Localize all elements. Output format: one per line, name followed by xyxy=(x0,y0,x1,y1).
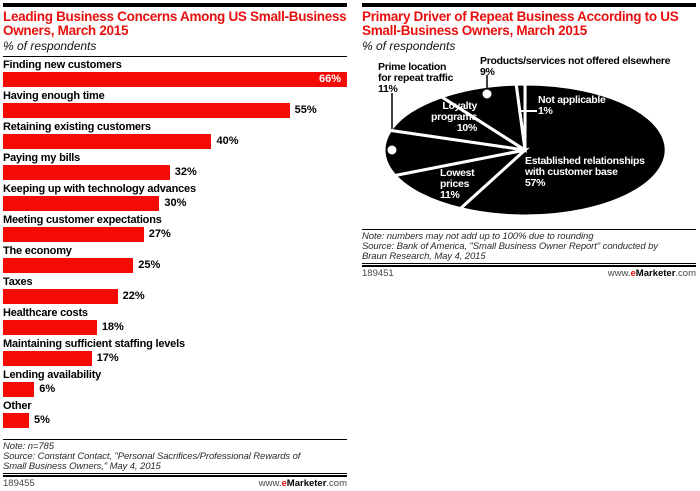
bar-row xyxy=(3,90,347,118)
brand-name: Marketer xyxy=(286,478,327,490)
pie-label-not-applicable-value: 1% xyxy=(538,105,553,117)
bar-value-label: 17% xyxy=(96,352,119,364)
left-chart-subtitle: % of respondents xyxy=(3,39,97,53)
bar-value-label: 6% xyxy=(39,383,56,395)
brand-e: e xyxy=(630,268,636,280)
bar-category-label: Healthcare costs xyxy=(3,307,88,319)
left-title-line-1: Leading Business Concerns Among US Small-Business xyxy=(3,9,347,24)
right-source-line-1: Source: Bank of America, "Small Business Owner Report" conducted by xyxy=(362,240,658,252)
left-note-line: Note: n=785 xyxy=(3,441,54,452)
brand-e: e xyxy=(281,478,287,490)
bar-category-label: Retaining existing customers xyxy=(3,121,151,133)
right-title-line-2: Small-Business Owners, March 2015 xyxy=(362,23,587,38)
bar-row xyxy=(3,369,347,397)
pie-label-prime-text-1: Prime location xyxy=(378,61,447,73)
bar-category-label: Maintaining sufficient staffing levels xyxy=(3,338,185,350)
bar-value-label: 27% xyxy=(148,228,171,240)
brand-suffix: .com xyxy=(675,268,696,280)
bar-row xyxy=(3,245,347,273)
pie-label-established xyxy=(525,156,645,189)
bar-category-label: Taxes xyxy=(3,276,33,288)
bar-row xyxy=(3,338,347,366)
bar-category-label: Meeting customer expectations xyxy=(3,214,162,226)
bar-track xyxy=(3,289,347,304)
left-footer-rule xyxy=(3,473,347,477)
bar-value-label: 25% xyxy=(138,259,161,271)
bar xyxy=(3,103,290,118)
bar-track xyxy=(3,134,347,149)
pie-label-prime-value: 11% xyxy=(378,83,398,95)
bar xyxy=(3,165,170,180)
bar xyxy=(3,134,211,149)
pie-label-loyalty-value: 10% xyxy=(456,122,477,134)
bar-row xyxy=(3,400,347,428)
pie-label-not-applicable-text: Not applicable xyxy=(538,94,606,106)
bar xyxy=(3,320,97,335)
bar xyxy=(3,413,29,428)
pie-label-prime-location xyxy=(378,62,453,95)
pie-label-established-text-2: with customer base xyxy=(525,166,618,178)
bar-category-label: Paying my bills xyxy=(3,152,81,164)
bar xyxy=(3,72,347,87)
bar-value-label: 66% xyxy=(318,73,341,85)
bar xyxy=(3,382,34,397)
pie-label-products-value: 9% xyxy=(480,66,495,78)
pie-label-loyalty-text-1: Loyalty xyxy=(442,100,477,112)
bar xyxy=(3,227,144,242)
bar xyxy=(3,289,118,304)
pie-label-lowest-text-1: Lowest xyxy=(440,167,475,179)
pie-label-loyalty-text-2: programs xyxy=(430,111,477,123)
bar-value-label: 32% xyxy=(174,166,197,178)
right-notes xyxy=(362,230,696,261)
pie-label-lowest-prices xyxy=(440,168,474,201)
bar-row xyxy=(3,276,347,304)
pie-label-lowest-text-2: prices xyxy=(440,178,470,190)
bar xyxy=(3,351,92,366)
bar-row xyxy=(3,307,347,335)
pie-label-not-applicable xyxy=(538,95,606,117)
bar-row xyxy=(3,59,347,87)
bar-category-label: Finding new customers xyxy=(3,59,122,71)
bar xyxy=(3,196,159,211)
bar-track xyxy=(3,320,347,335)
bar-row xyxy=(3,214,347,242)
bar-value-label: 55% xyxy=(294,104,317,116)
left-chart-title xyxy=(3,10,347,38)
brand-prefix: www. xyxy=(258,478,282,490)
brand-name: Marketer xyxy=(635,268,676,280)
right-source-line-2: Braun Research, May 4, 2015 xyxy=(362,250,486,262)
bar-category-label: Keeping up with technology advances xyxy=(3,183,196,195)
bar-track xyxy=(3,258,347,273)
right-title-line-1: Primary Driver of Repeat Business According to US xyxy=(362,9,679,24)
pie-label-lowest-value: 11% xyxy=(440,189,460,201)
left-header-rule xyxy=(3,56,347,57)
bar-category-label: The economy xyxy=(3,245,72,257)
bar-value-label: 5% xyxy=(34,414,50,426)
bar-value-label: 40% xyxy=(216,135,239,147)
bar-chart-plot-area xyxy=(3,59,347,428)
bar-value-label: 18% xyxy=(101,321,124,333)
pie-label-loyalty xyxy=(402,101,477,134)
bar-value-label: 22% xyxy=(122,290,145,302)
pie-label-products-text: Products/services not offered elsewhere xyxy=(480,55,671,67)
bar-row xyxy=(3,121,347,149)
bar-value-label: 30% xyxy=(164,197,187,209)
pie-label-established-value: 57% xyxy=(525,177,546,189)
left-chart-id: 189455 xyxy=(3,478,35,490)
bar-category-label: Lending availability xyxy=(3,369,102,381)
bar-row xyxy=(3,183,347,211)
bar-track xyxy=(3,196,347,211)
right-chart-id: 189451 xyxy=(362,268,394,280)
prime-callout-dot xyxy=(388,146,397,155)
bar-track xyxy=(3,351,347,366)
bar-row xyxy=(3,152,347,180)
bar-track xyxy=(3,227,347,242)
left-source-line-1: Source: Constant Contact, "Personal Sacrifices/Professional Rewards of xyxy=(3,450,301,462)
pie-label-products xyxy=(480,56,670,78)
left-top-rule xyxy=(3,3,347,7)
brand-suffix: .com xyxy=(326,478,347,490)
bar-track xyxy=(3,103,347,118)
bar-track xyxy=(3,165,347,180)
left-source-line-2: Small Business Owners," May 4, 2015 xyxy=(3,460,161,472)
bar-chart-panel xyxy=(3,3,347,489)
pie-chart-panel xyxy=(362,3,696,279)
bar-category-label: Other xyxy=(3,400,32,412)
right-footer-rule xyxy=(362,263,696,267)
right-chart-title xyxy=(362,10,696,38)
emarketer-logo xyxy=(608,269,696,279)
right-note-line: Note: numbers may not add up to 100% due to rounding xyxy=(362,231,594,242)
bar-track xyxy=(3,382,347,397)
bar-category-label: Having enough time xyxy=(3,90,105,102)
products-callout-dot xyxy=(483,90,492,99)
pie-label-prime-text-2: for repeat traffic xyxy=(378,72,454,84)
emarketer-logo xyxy=(259,479,347,489)
bar-track xyxy=(3,413,347,428)
left-notes xyxy=(3,440,347,471)
pie-chart-plot-area xyxy=(362,55,696,227)
bar xyxy=(3,258,133,273)
left-title-line-2: Owners, March 2015 xyxy=(3,23,129,38)
brand-prefix: www. xyxy=(607,268,631,280)
right-top-rule xyxy=(362,3,696,7)
bar-track xyxy=(3,72,347,87)
left-footer-row xyxy=(3,479,347,489)
right-footer-row xyxy=(362,269,696,279)
right-chart-subtitle: % of respondents xyxy=(362,39,456,53)
pie-label-established-text-1: Established relationships xyxy=(525,155,645,167)
